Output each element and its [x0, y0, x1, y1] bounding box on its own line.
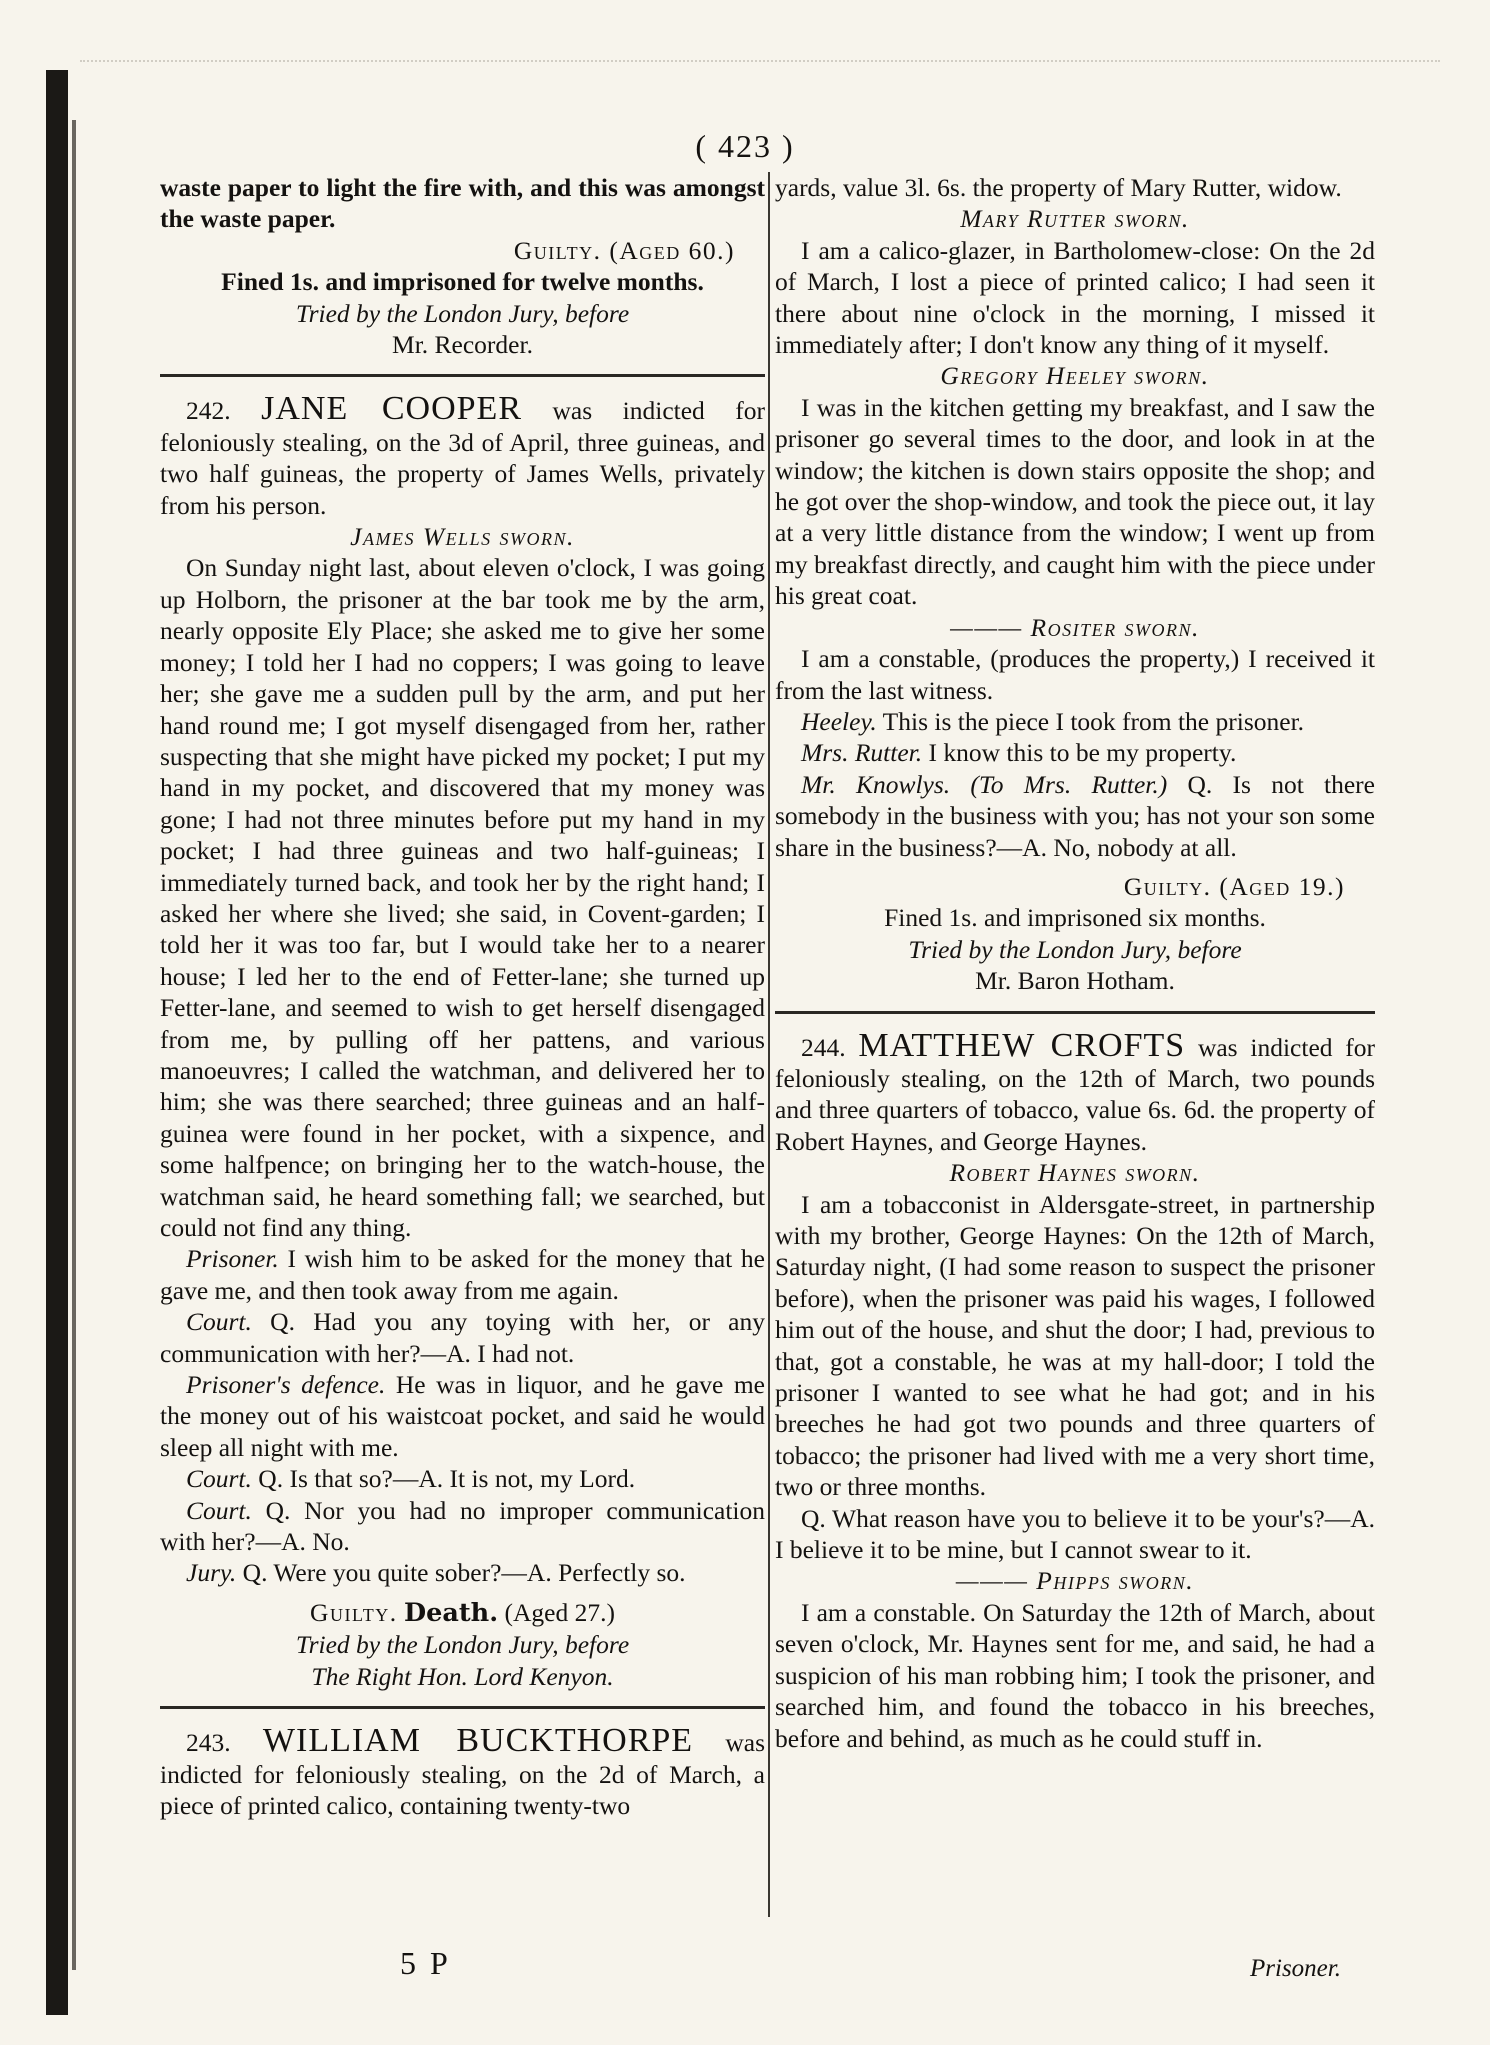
column-divider: [768, 172, 770, 1917]
testimony: Court. Q. Had you any toying with her, or any communication with her?—A. I had not.: [160, 1307, 766, 1368]
testimony: Mrs. Rutter. I know this to be my property.: [801, 738, 1237, 768]
left-column: [160, 172, 765, 1821]
case-heading: 244. MATTHEW CROFTS was indicted for feloniously stealing, on the 12th of March, two pounds and three quarters of tobacco, value 6s. 6d. the property of Robert Haynes, and George Haynes.: [775, 1026, 1376, 1156]
trial-note: Tried by the London Jury, before: [295, 298, 630, 328]
paragraph: waste paper to light the fire with, and this was amongst the waste paper.: [160, 173, 765, 234]
trial-judge: The Right Hon. Lord Kenyon.: [311, 1661, 614, 1691]
trial-note: Tried by the London Jury, before: [908, 934, 1242, 964]
case-heading: 242. JANE COOPER was indicted for feloniously stealing, on the 3d of April, three guineas, and two half guineas, the property of James Wells, privately from his person.: [160, 390, 766, 520]
defendant-name: JANE COOPER: [261, 390, 522, 428]
testimony: Heeley. This is the piece I took from the prisoner.: [801, 706, 1305, 736]
page-number: ( 423 ): [695, 128, 795, 164]
testimony: Q. What reason have you to believe it to be your's?—A. I believe it to be mine, but I cannot swear to it.: [775, 1503, 1375, 1565]
testimony: Mr. Knowlys. (To Mrs. Rutter.) Q. Is not there somebody in the business with you; has not your son some share in the business?—A. No, nobody at all.: [775, 769, 1375, 862]
testimony: Prisoner's defence. He was in liquor, and he gave me the money out of his waistcoat pocket, and said he would sleep all night with me.: [160, 1370, 766, 1462]
testimony: I am a constable. On Saturday the 12th of March, about seven o'clock, Mr. Haynes sent for me, and said, he had a suspicion of his man robbing him; I took the prisoner, and searched him, and found the tobacco in his breeches, before and behind, as much as he could stuff in.: [775, 1597, 1375, 1753]
testimony: I am a tobacconist in Aldersgate-street, in partnership with my brother, George Haynes: On the 12th of March, Saturday night, (I had some reason to suspect the prisoner before), when the prisoner was paid his wages, I followed him out of the house, and shut the door; I had, previous to that, got a constable, he was at my hall-door; I told the prisoner I wanted to see what he had got; and in his breeches he had got two pounds and three quarters of tobacco; the prisoner had lived with me a very short time, two or three months.: [775, 1189, 1375, 1502]
testimony: Jury. Q. Were you quite sober?—A. Perfectly so.: [186, 1558, 686, 1588]
witness-sworn: Gregory Heeley sworn.: [940, 361, 1210, 391]
verdict: Guilty. Death. (Aged 27.): [310, 1597, 615, 1628]
trial-note: Tried by the London Jury, before: [295, 1630, 630, 1660]
testimony: I am a calico-glazer, in Bartholomew-close: On the 2d of March, I lost a piece of printed calico; I had seen it there about nine o'clock in the morning, I missed it immediately after; I don't know any thing of it myself.: [775, 235, 1375, 360]
testimony: Court. Q. Nor you had no improper communication with her?—A. No.: [160, 1495, 765, 1557]
trial-judge: Mr. Recorder.: [392, 330, 533, 360]
section-rule: [160, 1706, 765, 1709]
printer-signature: 5 P: [400, 1945, 451, 1981]
testimony: Prisoner. I wish him to be asked for the money that he gave me, and then took away from me again.: [160, 1244, 765, 1305]
sentence: Fined 1s. and imprisoned for twelve months.: [221, 267, 704, 297]
witness-sworn: ——— Phipps sworn.: [955, 1566, 1195, 1596]
right-column: [775, 172, 1375, 1754]
trial-judge: Mr. Baron Hotham.: [975, 966, 1175, 996]
witness-sworn: Mary Rutter sworn.: [960, 204, 1190, 234]
binding-edge: [46, 70, 68, 2015]
paragraph: yards, value 3l. 6s. the property of Mary Rutter, widow.: [775, 173, 1342, 202]
defendant-name: WILLIAM BUCKTHORPE: [262, 1722, 694, 1760]
binding-shadow: [72, 120, 76, 1970]
defendant-name: MATTHEW CROFTS: [858, 1026, 1186, 1064]
section-rule: [775, 1011, 1375, 1014]
testimony: Court. Q. Is that so?—A. It is not, my Lord.: [186, 1464, 636, 1494]
case-heading: 243. WILLIAM BUCKTHORPE was indicted for feloniously stealing, on the 2d of March, a piece of printed calico, containing twenty-two: [160, 1722, 766, 1820]
sentence: Fined 1s. and imprisoned six months.: [884, 903, 1266, 933]
verdict: Guilty. (Aged 19.): [1123, 871, 1345, 901]
page-smudge: [80, 60, 1440, 98]
testimony: I was in the kitchen getting my breakfast, and I saw the prisoner go several times to the door, and look in at the window; the kitchen is down stairs opposite the shop; and he got over the shop-window, and took the piece out, it lay at a very little distance from the window; I went up from my breakfast directly, and caught him with the piece under his great coat.: [775, 392, 1375, 611]
testimony: I am a constable, (produces the property,) I received it from the last witness.: [775, 644, 1375, 705]
catchword: Prisoner.: [1250, 1955, 1341, 1982]
section-rule: [160, 374, 765, 377]
verdict: Guilty. (Aged 60.): [513, 235, 735, 265]
witness-sworn: Robert Haynes sworn.: [949, 1158, 1201, 1188]
testimony: On Sunday night last, about eleven o'clock, I was going up Holborn, the prisoner at the bar took me by the arm, nearly opposite Ely Place; she asked me to give her some money; I told her I had no coppers; I was going to leave her; she gave me a sudden pull by the arm, and put her hand round me; I got myself disengaged from her, rather suspecting that she might have picked my pocket; I put my hand in my pocket, and discovered that my money was gone; I had not three minutes before put my hand in my pocket; I had three guineas and two half-guineas; I immediately turned back, and took her by the right hand; I asked her where she lived; she said, in Covent-garden; I told her it was too far, but I would take her to a nearer house; I led her to the end of Fetter-lane; she turned up Fetter-lane, and seemed to wish to get herself disengaged from me, by pulling off her pattens, and various manoeuvres; I called the watchman, and delivered her to him; she was there searched; three guineas and an half-guinea were found in her pocket, with a sixpence, and some halfpence; on bringing her to the watch-house, the watchman said, he heard something fall; we searched, but could not find any thing.: [160, 553, 765, 1242]
witness-sworn: James Wells sworn.: [350, 522, 575, 552]
witness-sworn: ——— Rositer sworn.: [950, 612, 1200, 642]
